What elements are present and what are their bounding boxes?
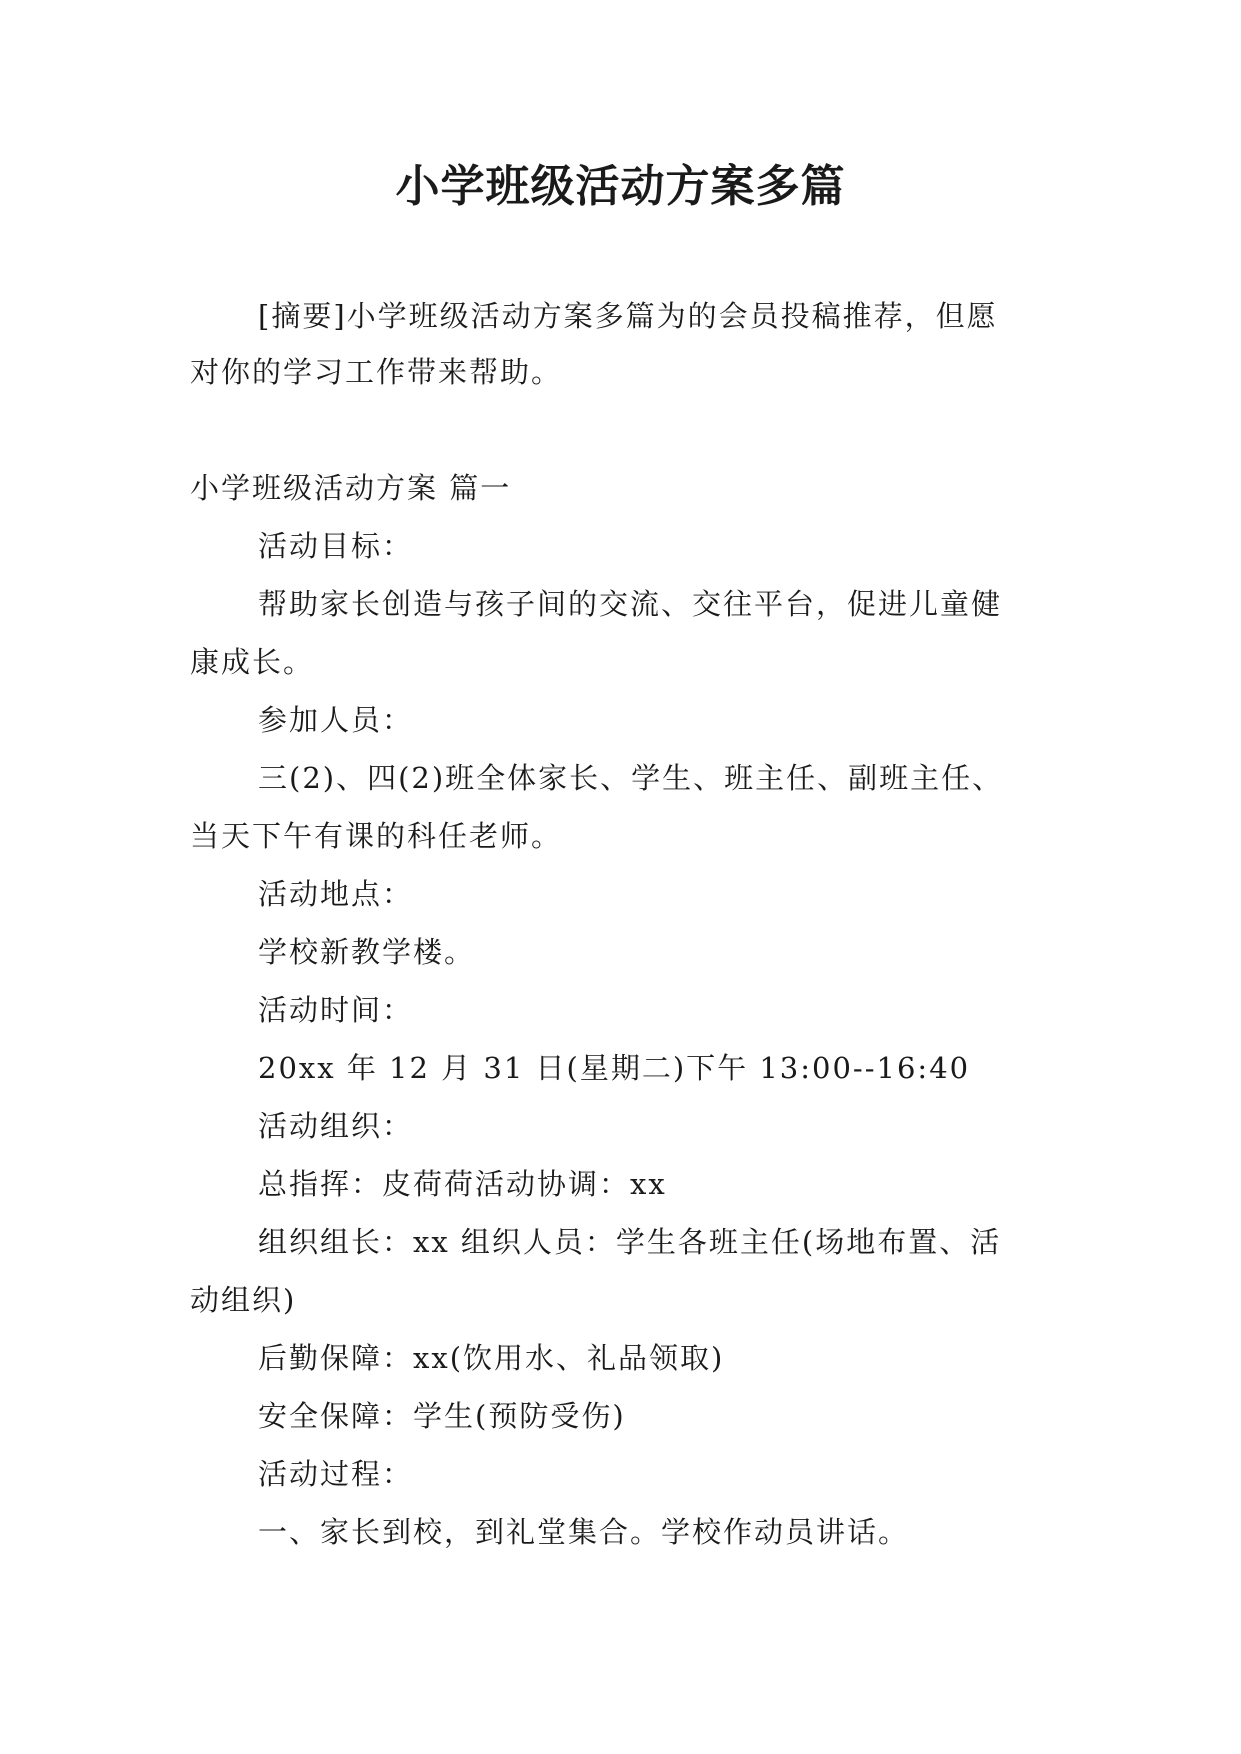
goal-line-2: 康成长。 xyxy=(190,645,315,679)
org-label: 活动组织： xyxy=(258,1109,414,1143)
org-line-2b: 动组织) xyxy=(190,1283,297,1317)
section-title: 小学班级活动方案 篇一 xyxy=(190,471,512,505)
place-label: 活动地点： xyxy=(258,877,414,911)
participants-line-2: 当天下午有课的科任老师。 xyxy=(190,819,563,853)
goal-label: 活动目标： xyxy=(258,529,414,563)
participants-line-1: 三(2)、四(2)班全体家长、学生、班主任、副班主任、 xyxy=(258,761,1004,795)
summary-line-1: [摘要]小学班级活动方案多篇为的会员投稿推荐，但愿 xyxy=(258,299,998,333)
process-label: 活动过程： xyxy=(258,1457,414,1491)
goal-line-1: 帮助家长创造与孩子间的交流、交往平台，促进儿童健 xyxy=(258,587,1003,621)
place-value: 学校新教学楼。 xyxy=(258,935,476,969)
safety-line: 安全保障：学生(预防受伤) xyxy=(258,1399,626,1433)
summary-line-2: 对你的学习工作带来帮助。 xyxy=(190,355,563,389)
participants-label: 参加人员： xyxy=(258,703,414,737)
org-line-1: 总指挥：皮荷荷活动协调：xx xyxy=(258,1167,667,1201)
org-line-2a: 组织组长：xx 组织人员：学生各班主任(场地布置、活 xyxy=(258,1225,1002,1259)
time-value: 20xx 年 12 月 31 日(星期二)下午 13:00--16:40 xyxy=(258,1051,971,1085)
page-title: 小学班级活动方案多篇 xyxy=(395,161,846,212)
time-label: 活动时间： xyxy=(258,993,414,1027)
logistics-line: 后勤保障：xx(饮用水、礼品领取) xyxy=(258,1341,725,1375)
process-line-1: 一、家长到校，到礼堂集合。学校作动员讲话。 xyxy=(258,1515,910,1549)
